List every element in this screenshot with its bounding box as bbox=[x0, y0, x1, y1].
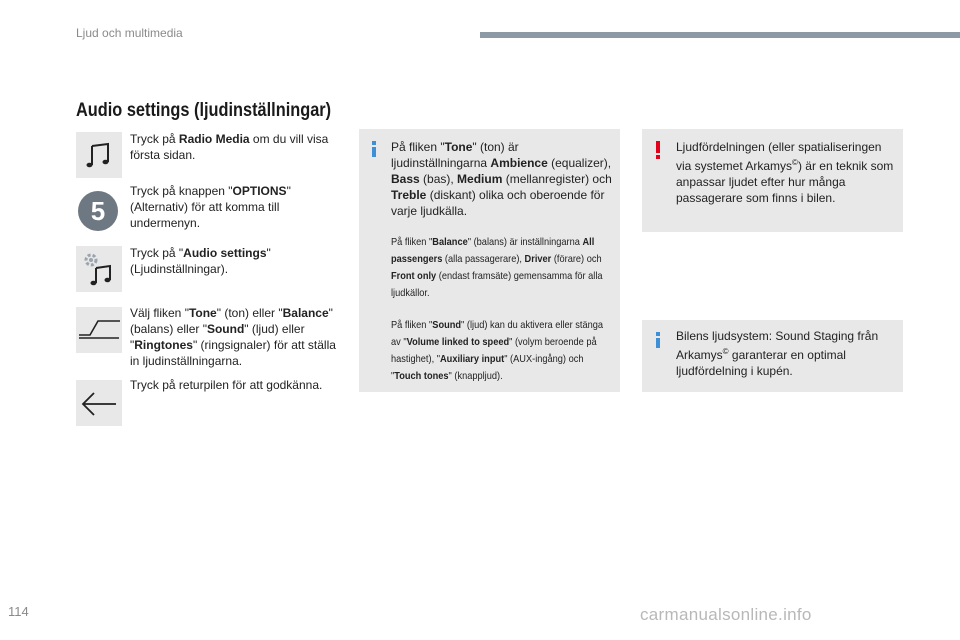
tab-icon bbox=[76, 307, 122, 353]
warning-text: Ljudfördelningen (eller spatialiseringen via systemet Arkamys©) är en teknik som anpassar ljudet efter hur många passagerare som finns i bilen. bbox=[676, 140, 894, 205]
step-3-text: Tryck på "Audio settings" (Ljudinställningar). bbox=[130, 246, 271, 276]
info-icon bbox=[656, 332, 660, 348]
return-arrow-icon bbox=[76, 380, 122, 426]
page-number: 114 bbox=[8, 604, 29, 619]
watermark: carmanualsonline.info bbox=[640, 605, 812, 624]
step-2-text: Tryck på knappen "OPTIONS" (Alternativ) för att komma till undermenyn. bbox=[130, 184, 291, 230]
step-4-text: Välj fliken "Tone" (ton) eller "Balance" (balans) eller "Sound" (ljud) eller "Ringtones" (ringsignaler) för att ställa in ljudinställningarna. bbox=[130, 306, 336, 368]
sound-staging-text: Bilens ljudsystem: Sound Staging från Arkamys© garanterar en optimal ljudfördelning i kupén. bbox=[676, 329, 879, 378]
step-5-text: Tryck på returpilen för att godkänna. bbox=[130, 378, 323, 392]
running-header: Ljud och multimedia bbox=[76, 26, 183, 40]
audio-settings-icon bbox=[76, 246, 122, 292]
step-number-badge: 5 bbox=[78, 191, 118, 231]
step-1-text: Tryck på Radio Media om du vill visa första sidan. bbox=[130, 132, 329, 162]
warning-icon bbox=[656, 141, 660, 159]
tone-paragraph: På fliken "Tone" (ton) är ljudinställningarna Ambience (equalizer), Bass (bas), Medium (mellanregister) och Treble (diskant) olika och oberoende för varje ljudkälla. bbox=[391, 140, 612, 218]
header-bar bbox=[480, 32, 960, 38]
balance-paragraph: På fliken "Balance" (balans) är inställningarna All passengers (alla passagerare), Driver (förare) och Front only (endast framsäte) gemensamma för alla ljudkällor. bbox=[391, 236, 603, 299]
music-note-icon bbox=[76, 132, 122, 178]
sound-paragraph: På fliken "Sound" (ljud) kan du aktivera eller stänga av "Volume linked to speed" (volym beroende på hastighet), "Auxiliary input" (AUX-ingång) och "Touch tones" (knappljud). bbox=[391, 319, 603, 382]
section-title: Audio settings (ljudinställningar) bbox=[76, 100, 332, 121]
info-icon bbox=[372, 141, 376, 157]
